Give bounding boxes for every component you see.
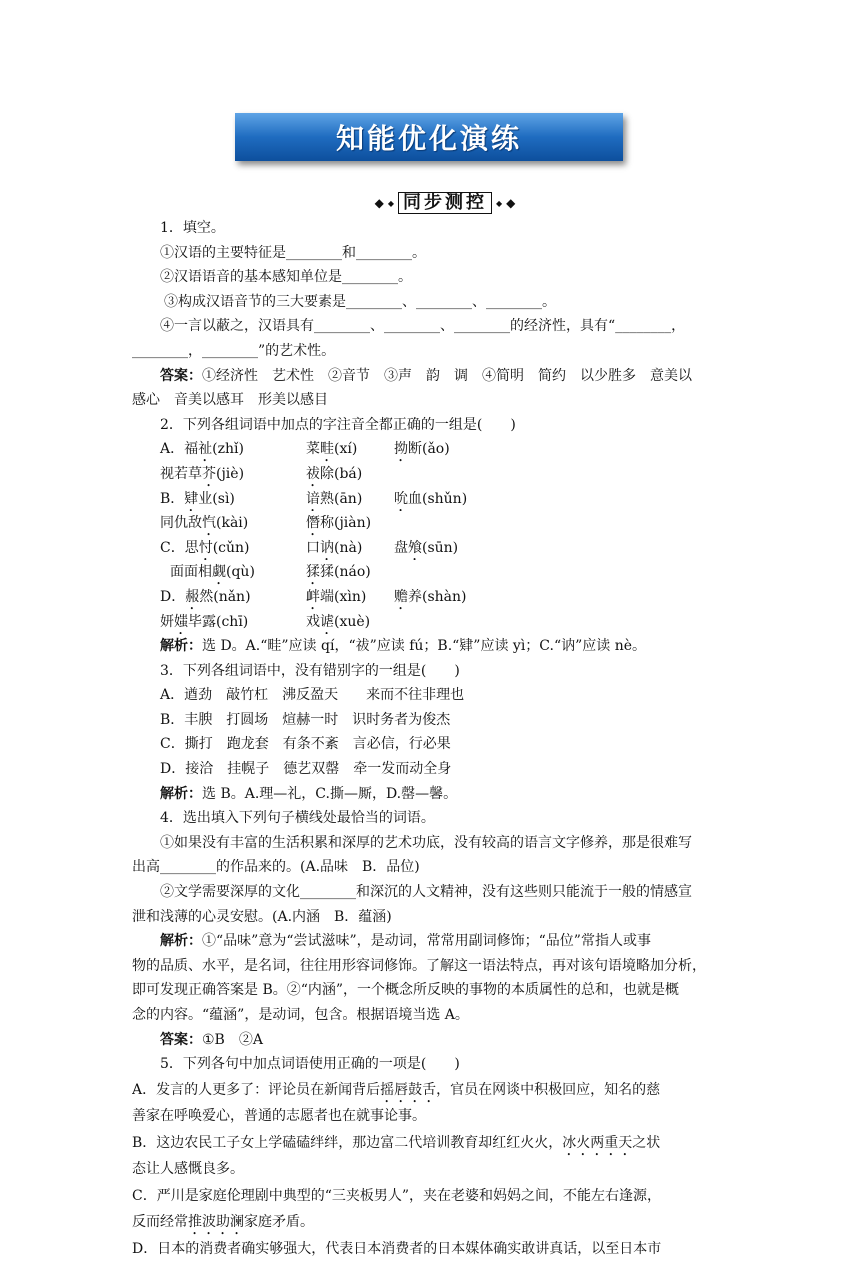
q4-sentence-2: ②文学需要深厚的文化________和深沉的人文精神，没有这些则只能流于一般的情感宣 — [160, 884, 692, 901]
q1-answer — [132, 364, 734, 389]
q2-option-b-cont: 同仇敌忾(kài) 僭称(jiàn) — [160, 515, 372, 532]
q1-item-d-line1: ④一言以蔽之，汉语具有________、________、________的经济性，具有“________， — [160, 318, 686, 335]
q5-option-b: B．这边农民工子女上学磕磕绊绊，那边富二代培训教育却红红火火，冰火两重天之状 — [132, 1134, 661, 1151]
q4-sentence-2-cont: 泄和浅薄的心灵安慰。(A.内涵 B．蕴涵) — [132, 908, 392, 925]
q3-option-d: D．接洽 挂幌子 德艺双罄 牵一发而动全身 — [160, 761, 452, 778]
q1-item-a: ①汉语的主要特征是________和________。 — [160, 244, 426, 261]
section-title: 同步测控 — [398, 192, 492, 214]
q4-analysis-cont: 念的内容。“蕴涵”，是动词，包含。根据语境当选 A。 — [132, 1007, 469, 1023]
answer-label: 答案： — [160, 367, 202, 384]
q3-option-a: A．遒劲 敲竹杠 沸反盈天 来而不往非理也 — [160, 687, 465, 704]
q4-analysis-cont: 即可发现正确答案是 B。②“内涵”，一个概念所反映的事物的本质属性的总和，也就是概 — [132, 982, 680, 999]
diamond-icon: ◆ — [496, 198, 503, 208]
q4-sentence-1: ①如果没有丰富的生活积累和深厚的艺术功底，没有较高的语言文字修养，那是很难写 — [160, 834, 692, 851]
q4-sentence-1-cont: 出高________的作品来的。(A.品味 B．品位) — [132, 859, 420, 876]
exercise-content — [132, 216, 734, 1262]
section-header — [355, 191, 535, 215]
q3-analysis: 解析：选 B。A.理—礼，C.撕—厮，D.罄—馨。 — [160, 785, 458, 802]
q1-item-d-line2: ________，________”的艺术性。 — [132, 342, 336, 359]
q1-item-b: ②汉语语音的基本感知单位是________。 — [160, 269, 412, 286]
q3-option-b: B．丰腴 打圆场 煊赫一时 识时务者为俊杰 — [160, 711, 451, 728]
q5-option-a: A．发言的人更多了：评论员在新闻背后摇唇鼓舌，官员在网谈中积极回应，知名的慈 — [132, 1081, 661, 1098]
q5-stem: 5．下列各句中加点词语使用正确的一项是( ) — [160, 1056, 460, 1073]
diamond-icon: ◆ — [374, 196, 384, 210]
q1-answer-text: ①经济性 艺术性 ②音节 ③声 韵 调 ④简明 简约 以少胜多 意美以 — [202, 367, 692, 384]
banner-title: 知能优化演练 — [335, 122, 522, 155]
q2-option-a-cont: 视若草芥(jiè) 祓除(bá) — [160, 465, 363, 482]
q3-stem: 3．下列各组词语中，没有错别字的一组是( ) — [160, 662, 460, 679]
q2-analysis: 解析：选 D。A.“畦”应读 qí，“祓”应读 fú；B.“肄”应读 yì；C.“讷”应读 nè。 — [160, 638, 647, 655]
q1-stem: 1．填空。 — [160, 220, 225, 236]
q2-stem: 2．下列各组词语中加点的字注音全都正确的一组是( ) — [160, 416, 516, 433]
q5-option-b-cont: 态让人感慨良多。 — [132, 1161, 244, 1178]
q2-option-c: C．思忖(cǔn) 口讷(nà) 盘飧(sūn) — [160, 539, 459, 556]
diamond-icon: ◆ — [387, 198, 394, 208]
q1-answer-cont: 感心 音美以感耳 形美以感目 — [132, 392, 328, 409]
q5-option-a-cont: 善家在呼唤爱心，普通的志愿者也在就事论事。 — [132, 1108, 426, 1125]
q3-option-c: C．撕打 跑龙套 有条不紊 言必信，行必果 — [160, 736, 451, 753]
q4-analysis-cont: 物的品质、水平，是名词，往往用形容词修饰。了解这一语法特点，再对该句语境略加分析， — [132, 957, 706, 974]
diamond-icon: ◆ — [506, 196, 516, 210]
q1-item-c: ③构成汉语音节的三大要素是________、________、________。 — [164, 293, 556, 310]
q2-option-b: B．肄业(sì) 谙熟(ān) 吮血(shǔn) — [160, 490, 468, 507]
q4-analysis: 解析：①“品味”意为“尝试滋味”，是动词，常常用副词修饰；“品位”常指人或事 — [160, 933, 651, 950]
q5-option-c: C．严川是家庭伦理剧中典型的“三夹板男人”，夹在老婆和妈妈之间，不能左右逢源， — [132, 1187, 662, 1204]
q5-option-d: D．日本的消费者确实够强大，代表日本消费者的日本媒体确实敢讲真话，以至日本市 — [132, 1240, 662, 1257]
q5-option-c-cont: 反而经常推波助澜家庭矛盾。 — [132, 1214, 314, 1231]
q2-option-c-cont: 面面相觑(qù) 猱猱(náo) — [170, 564, 371, 581]
title-banner — [235, 113, 623, 161]
q2-option-d-cont: 妍媸毕露(chī) 戏谑(xuè) — [160, 613, 371, 630]
q2-option-a: A．福祉(zhǐ) 菜畦(xí) 拗断(ǎo) — [160, 441, 450, 458]
q4-answer: 答案：①B ②A — [160, 1031, 263, 1048]
q4-stem: 4．选出填入下列句子横线处最恰当的词语。 — [160, 810, 435, 827]
q2-option-d: D．赧然(nǎn) 衅端(xìn) 赡养(shàn) — [160, 588, 467, 605]
